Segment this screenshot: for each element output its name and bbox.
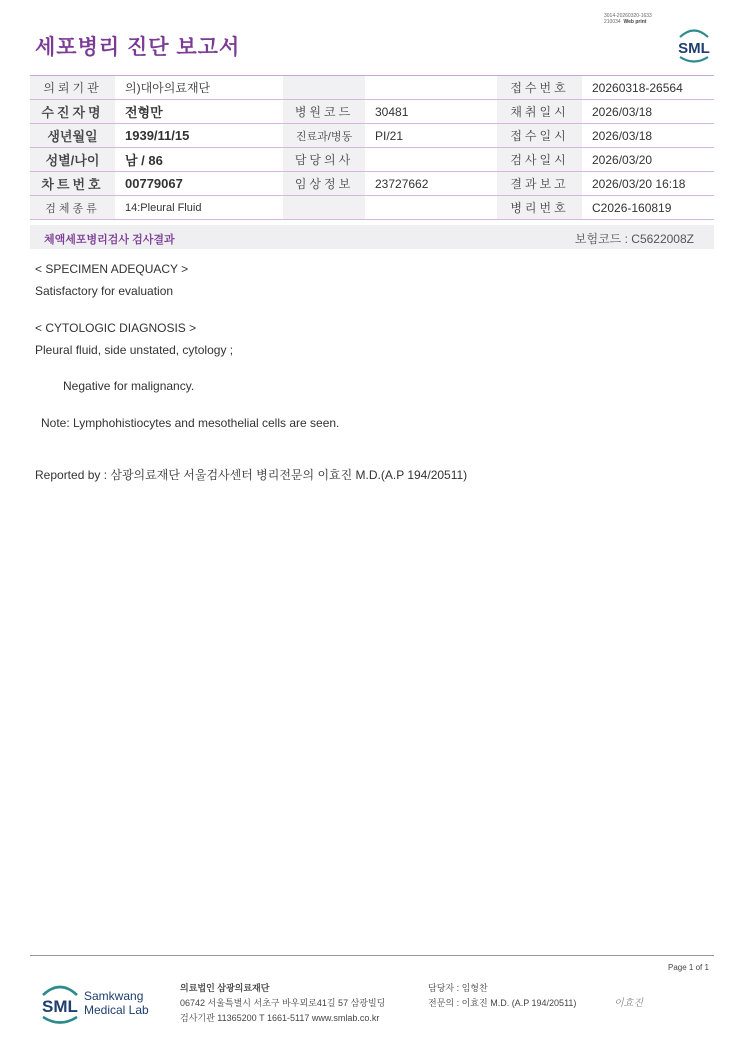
label-pathology-number: 병리번호 <box>497 196 582 220</box>
footer-org-name: 의료법인 삼광의료재단 <box>180 983 270 993</box>
logo-foot-text: SML <box>42 997 78 1016</box>
value-pathology-number: C2026-160819 <box>582 196 714 220</box>
label-requesting-institution: 의뢰기관 <box>30 76 115 100</box>
label-attending-doctor: 담당의사 <box>283 148 365 172</box>
specialist-label: 전문의 : <box>428 998 460 1008</box>
sml-logo-icon <box>674 26 714 64</box>
print-code <box>604 13 652 25</box>
label-specimen-type: 검체종류 <box>30 196 115 220</box>
footer-address: 06742 서울특별시 서초구 바우뫼로41길 57 삼광빌딩 <box>180 998 386 1008</box>
logo-top-text: SML <box>678 40 710 57</box>
label-test-date: 검사일시 <box>497 148 582 172</box>
footer-contact: 검사기관 11365200 T 1661-5117 www.smlab.co.kr <box>180 1013 380 1023</box>
label-hospital-code: 병원코드 <box>283 100 365 124</box>
empty-label <box>283 76 365 100</box>
value-collection-date: 2026/03/18 <box>582 100 714 124</box>
value-hospital-code: 30481 <box>365 100 497 124</box>
label-department-ward: 진료과/병동 <box>283 124 365 148</box>
label-chart-number: 차트번호 <box>30 172 115 196</box>
report-title: 세포병리 진단 보고서 <box>35 36 241 59</box>
signature: 이효진 <box>614 998 643 1009</box>
label-receipt-number: 접수번호 <box>497 76 582 100</box>
label-sex-age: 성별/나이 <box>30 148 115 172</box>
footer-specialist <box>428 996 576 1009</box>
logo-name-line-2: Medical Lab <box>84 1003 149 1017</box>
print-code-sub: 210034 Web print <box>604 19 647 25</box>
section-title: 체액세포병리검사 검사결과 <box>44 234 175 246</box>
value-patient-name: 전형만 <box>115 100 283 124</box>
note-text: Note: Lymphohistiocytes and mesothelial cells are seen. <box>41 416 340 430</box>
sml-footer-logo-icon <box>37 981 83 1027</box>
table-row <box>30 124 714 148</box>
table-row <box>30 148 714 172</box>
value-specimen-type: 14:Pleural Fluid <box>115 196 283 220</box>
label-receipt-date: 접수일시 <box>497 124 582 148</box>
value-receipt-date: 2026/03/18 <box>582 124 714 148</box>
footer-logo-name <box>84 989 149 1017</box>
value-sex-age: 남 / 86 <box>115 148 283 172</box>
diagnosis-text: Pleural fluid, side unstated, cytology ; <box>35 343 234 357</box>
specialist-name: 이효진 M.D. (A.P 194/20511) <box>461 998 577 1008</box>
footer-divider <box>30 955 714 956</box>
table-row <box>30 100 714 124</box>
table-row <box>30 76 714 100</box>
section-header-bar <box>30 225 714 249</box>
value-attending-doctor <box>365 148 497 172</box>
reported-by: Reported by : 삼광의료재단 서울검사센터 병리전문의 이효진 M.D.(A.P 194/20511) <box>35 468 468 482</box>
table-row <box>30 172 714 196</box>
patient-info-table <box>30 75 714 220</box>
value-result-report: 2026/03/20 16:18 <box>582 172 714 196</box>
staff-name: 임형찬 <box>461 983 488 993</box>
empty-label <box>283 196 365 220</box>
adequacy-heading: < SPECIMEN ADEQUACY > <box>35 262 189 276</box>
footer-staff <box>428 981 488 994</box>
insurance-code: 보험코드 : C5622008Z <box>574 232 694 246</box>
diagnosis-result: Negative for malignancy. <box>63 379 195 393</box>
label-clinical-info: 임상정보 <box>283 172 365 196</box>
print-code-main: 3014-20260320-1633 <box>604 13 652 19</box>
value-clinical-info: 23727662 <box>365 172 497 196</box>
page-number: Page 1 of 1 <box>668 963 709 972</box>
value-department-ward: PI/21 <box>365 124 497 148</box>
diagnosis-heading: < CYTOLOGIC DIAGNOSIS > <box>35 321 197 335</box>
label-patient-name: 수진자명 <box>30 100 115 124</box>
value-receipt-number: 20260318-26564 <box>582 76 714 100</box>
label-result-report: 결과보고 <box>497 172 582 196</box>
empty-value <box>365 196 497 220</box>
value-requesting-institution: 의)대아의료재단 <box>115 76 283 100</box>
value-chart-number: 00779067 <box>115 172 283 196</box>
logo-name-line-1: Samkwang <box>84 989 144 1003</box>
staff-label: 담당자 : <box>428 983 460 993</box>
label-collection-date: 채취일시 <box>497 100 582 124</box>
empty-value <box>365 76 497 100</box>
table-row <box>30 196 714 220</box>
adequacy-text: Satisfactory for evaluation <box>35 284 174 298</box>
value-test-date: 2026/03/20 <box>582 148 714 172</box>
web-print-label: Web print <box>623 19 647 25</box>
label-birth-date: 생년월일 <box>30 124 115 148</box>
value-birth-date: 1939/11/15 <box>115 124 283 148</box>
